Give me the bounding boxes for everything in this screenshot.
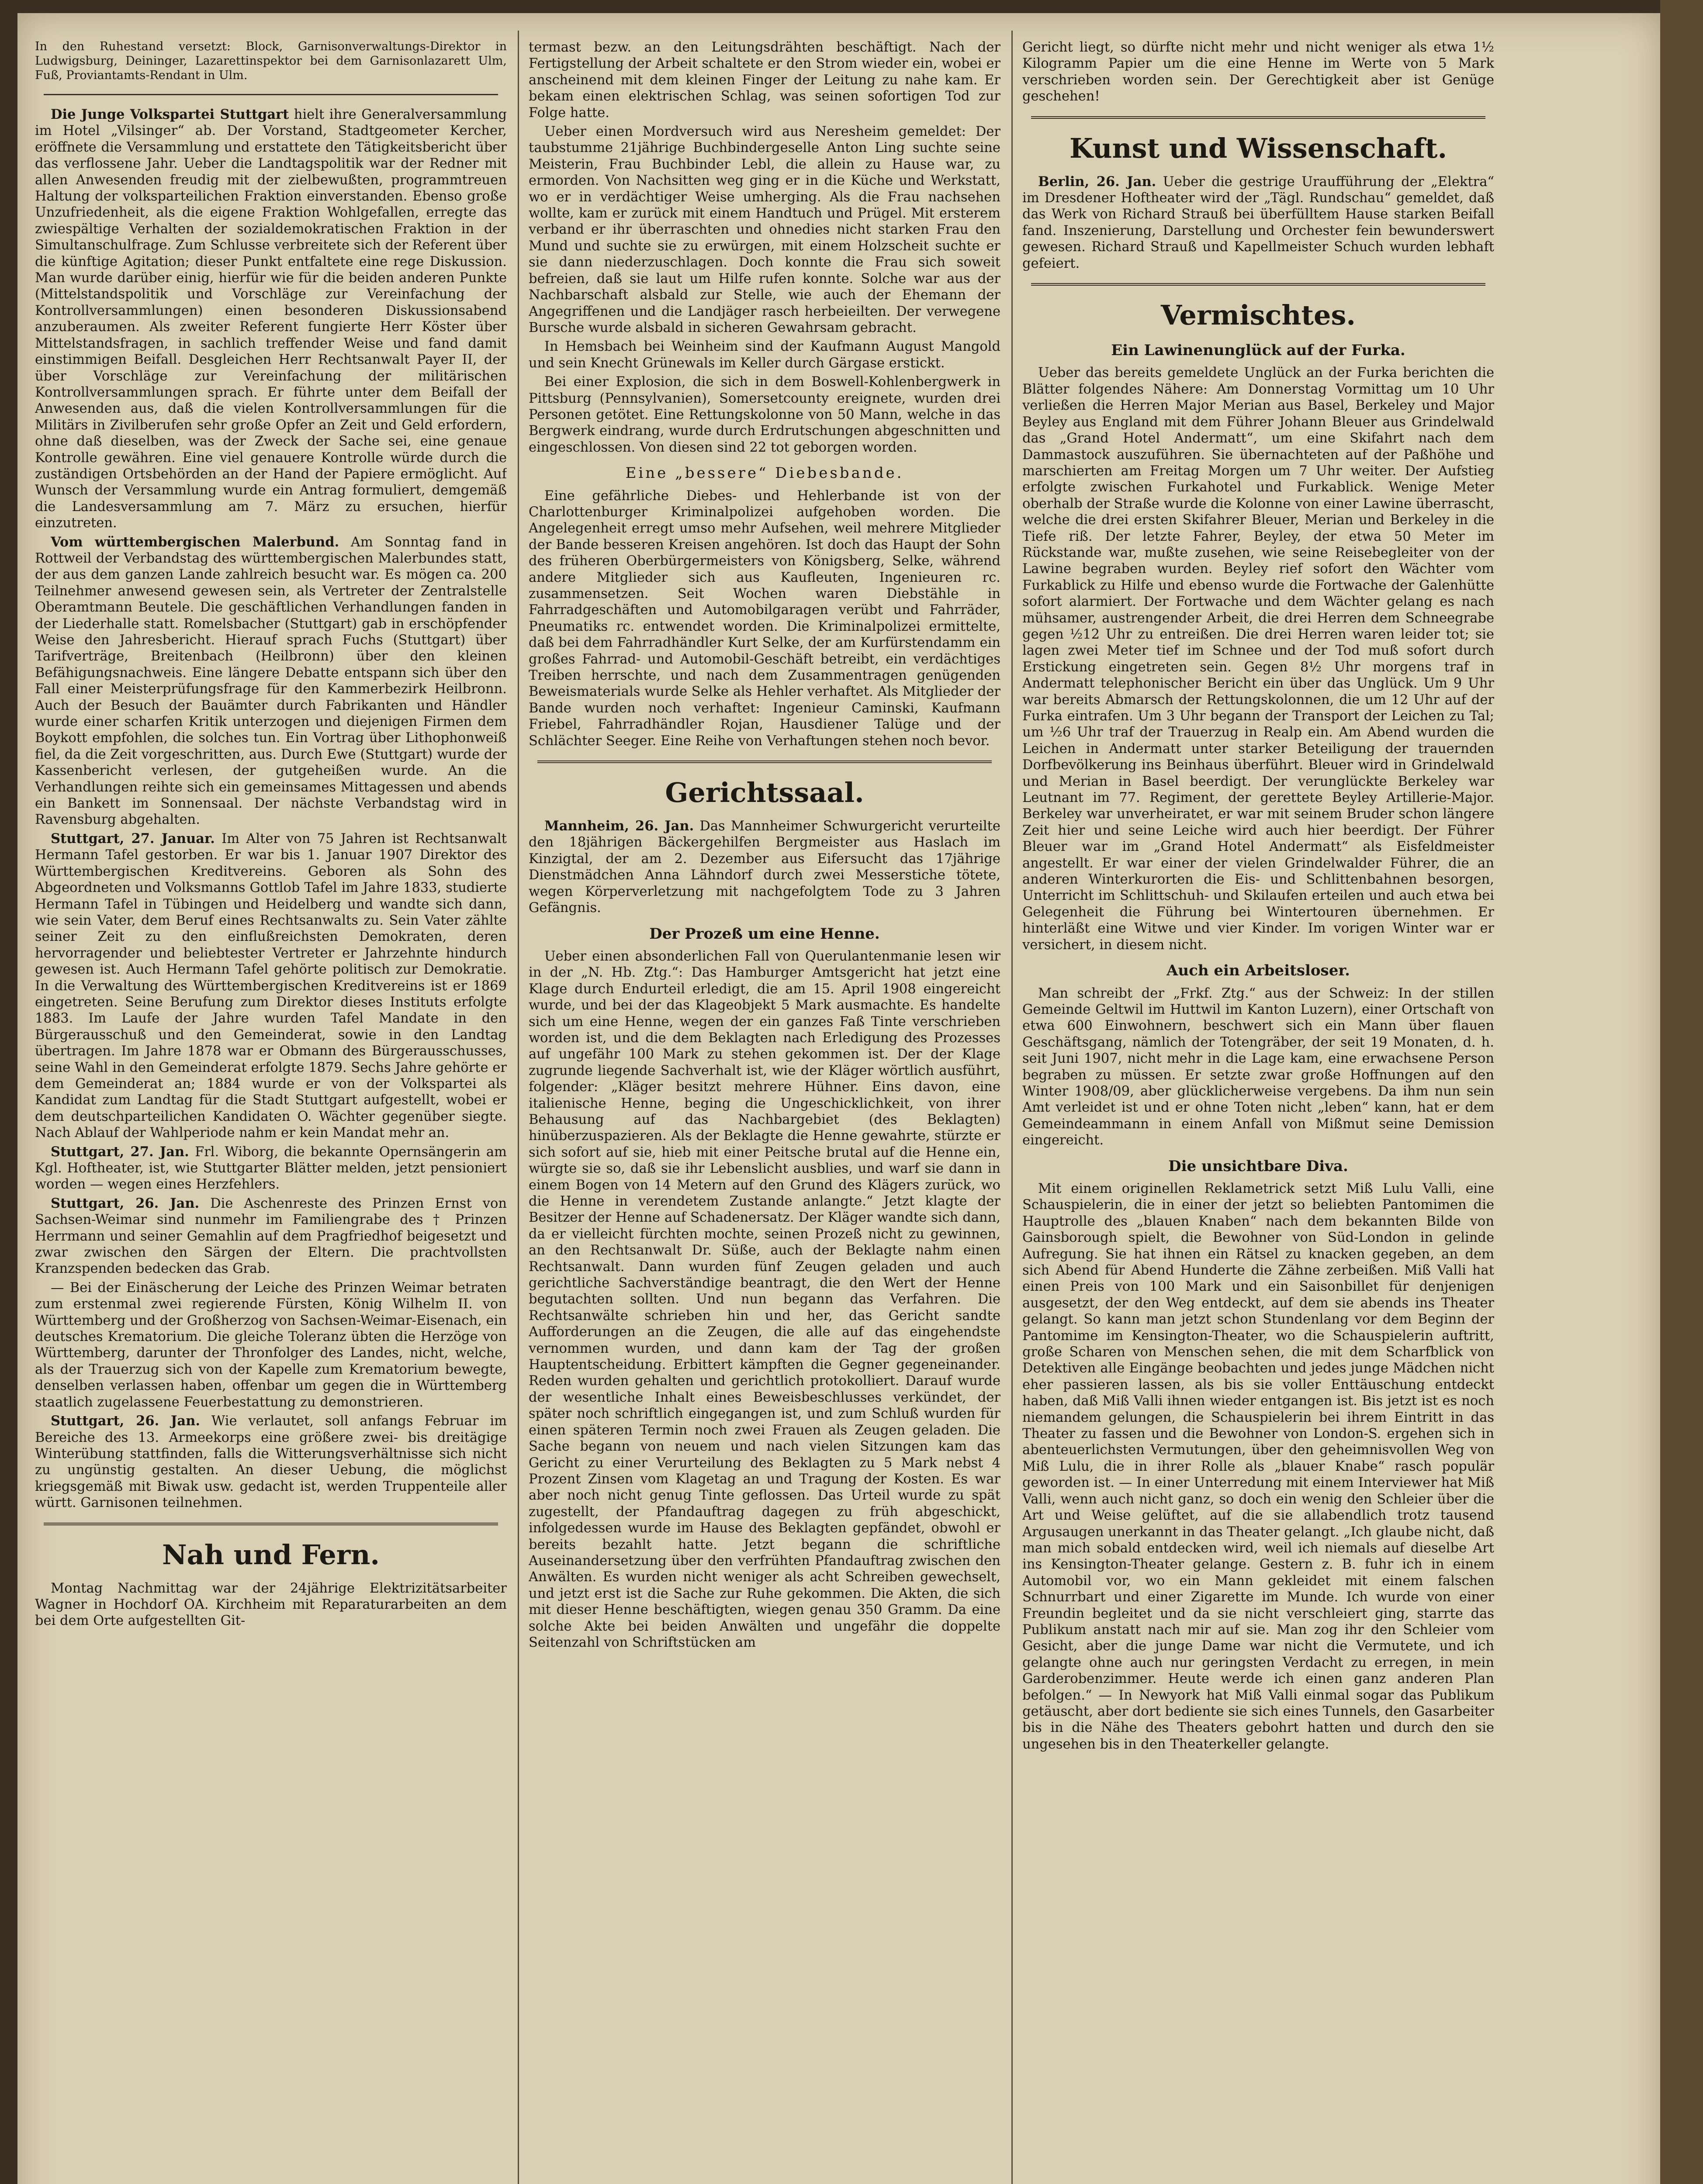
article-heading-diebesbande: Eine „bessere“ Diebesbande. <box>625 464 904 482</box>
article-armeekorps <box>35 1413 507 1511</box>
article-body: Die Aschenreste des Prinzen Ernst von Sachsen-Weimar sind nunmehr im Familiengrabe des † Prinzen Herrmann und seiner Gemahlin auf dem Pragfriedhof beigesetzt und zwar zwischen den Särgen der Eltern. Die prachtvollsten Kranzspenden bedecken das Grab. <box>35 1196 507 1277</box>
article-lead: Stuttgart, 27. Jan. <box>51 1144 189 1160</box>
article-malerbund <box>35 534 507 828</box>
article-lead: Mannheim, 26. Jan. <box>544 818 694 834</box>
newspaper-page <box>17 13 1660 2184</box>
section-heading-nah-und-fern: Nah und Fern. <box>162 1538 380 1571</box>
divider <box>1031 116 1485 119</box>
article-mordversuch: Ueber einen Mordversuch wird aus Neresheim gemeldet: Der taubstumme 21jährige Buchbindergeselle Anton Ling suchte seine Meisterin, Frau Buchbinder Lebl, die allein zu Hause war, zu ermorden. Von Nachsitten weg ging er in die Küche und Werkstatt, wo er in verdächtiger Weise umherging. Als die Frau nachsehen wollte, kam er zurück mit einem Handtuch und Prügel. Mit ersterem verband er ihr überraschten und ohnedies nicht starken Frau den Mund und suchte sie zu erwürgen, mit einem Holzscheit suchte er sie dann niederzuschlagen. Doch konnte die Frau sich soweit befreien, daß sie laut um Hilfe rufen konnte. Solche war aus der Nachbarschaft alsbald zur Stelle, wie auch der Ehemann der Angegriffenen und die Landjäger rasch herbeieilten. Der verwegene Bursche wurde alsbald in sicheren Gewahrsam gebracht. <box>529 124 1000 335</box>
article-elektra <box>1022 174 1494 272</box>
article-lead: Vom württembergischen Malerbund. <box>51 534 339 550</box>
article-body: Im Alter von 75 Jahren ist Rechtsanwalt Hermann Tafel gestorben. Er war bis 1. Januar 1907 Direktor des Württembergischen Kreditvereins. Geboren als Sohn des Abgeordneten und Volksmanns Gottlob Tafel im Jahre 1833, studierte Hermann Tafel in Tübingen und Heidelberg und wandte sich dann, wie sein Vater, dem Beruf eines Rechtsanwalts zu. Sein Vater zählte seiner Zeit zu den einflußreichsten Demokraten, deren hervorragender und beliebtester Vertreter er Jahrzehnte hindurch gewesen ist. Auch Hermann Tafel gehörte politisch zur Demokratie. In die Verwaltung des Württembergischen Kreditvereins ist er 1869 eingetreten. Seine Berufung zum Direktor dieses Instituts erfolgte 1883. Im Laufe der Jahre wurden Tafel Mandate in den Bürgerausschuß und den Gemeinderat, sowie in den Landtag übertragen. Im Jahre 1878 war er Obmann des Bürgerausschusses, seine Wahl in den Gemeinderat erfolgte 1879. Sechs Jahre gehörte er dem Gemeinderat an; 1884 wurde er von der Volkspartei als Kandidat zum Landtag für die Stadt Stuttgart aufgestellt, wobei er dem deutschparteilichen Kandidaten O. Wächter gegenüber siegte. Nach Ablauf der Wahlperiode nahm er kein Mandat mehr an. <box>35 831 507 1141</box>
article-arbeitsloser: Man schreibt der „Frkf. Ztg.“ aus der Schweiz: In der stillen Gemeinde Geltwil im Huttwil im Kanton Luzern), einer Ortschaft von etwa 600 Einwohnern, beschwert sich ein Mann über flauen Geschäftsgang, nämlich der Totengräber, der seit 19 Monaten, d. h. seit Juni 1907, nicht mehr in die Lage kam, eine erwachsene Person begraben zu müssen. Er setzte zwar große Hoffnungen auf den Winter 1908/09, aber glücklicherweise vergebens. Da ihm nun sein Amt verleidet ist und er ohne Toten nicht „leben“ kann, hat er dem Gemeindeammann in einem Anfall von Mißmut seine Demission eingereicht. <box>1022 985 1494 1148</box>
section-heading-gerichtssaal: Gerichtssaal. <box>665 777 864 809</box>
article-body: Frl. Wiborg, die bekannte Opernsängerin am Kgl. Hoftheater, ist, wie Stuttgarter Blätter melden, jetzt pensioniert worden — wegen eines Herzfehlers. <box>35 1144 507 1192</box>
article-lead: Die Junge Volkspartei Stuttgart <box>51 107 289 122</box>
article-heading-furka: Ein Lawinenunglück auf der Furka. <box>1111 342 1405 359</box>
divider <box>537 760 992 763</box>
retirement-notice: In den Ruhestand versetzt: Block, Garnisonverwaltungs-Direktor in Ludwigsburg, Deininger, Lazarettinspektor bei dem Garnisonlazarett Ulm, Fuß, Proviantamts-Rendant in Ulm. <box>35 40 507 82</box>
article-diebesbande: Eine gefährliche Diebes- und Hehlerbande ist von der Charlottenburger Kriminalpolizei aufgehoben worden. Die Angelegenheit erregt umso mehr Aufsehen, weil mehrere Mitglieder der Bande besseren Kreisen angehören. Ist doch das Haupt der Sohn des früheren Oberbürgermeisters von Königsberg, Selke, während andere Mitglieder sich aus Kaufleuten, Ingenieuren rc. zusammensetzen. Seit Wochen waren Diebstähle in Fahrradgeschäften und Automobilgaragen verübt und Fahrräder, Pneumatiks rc. entwendet worden. Die Kriminalpolizei ermittelte, daß bei dem Fahrradhändler Kurt Selke, der am Kurfürstendamm ein großes Fahrrad- und Automobil-Geschäft betreibt, ein verdächtiges Treiben herrschte, und nach dem Zusammentragen genügenden Beweismaterials wurde Selke als Hehler verhaftet. Als Mitglieder der Bande wurden noch verhaftet: Ingenieur Caminski, Kaufmann Friebel, Fahrradhändler Rojan, Hausdiener Talüge und der Schlächter Seeger. Eine Reihe von Verhaftungen stehen noch bevor. <box>529 488 1000 749</box>
article-lead: Stuttgart, 27. Januar. <box>51 830 215 847</box>
article-wiborg <box>35 1144 507 1193</box>
article-hemsbach: In Hemsbach bei Weinheim sind der Kaufmann August Mangold und sein Knecht Grünewals im Keller durch Gärgase erstickt. <box>529 339 1000 371</box>
article-lead: Stuttgart, 26. Jan. <box>51 1413 200 1429</box>
article-body: Ueber die gestrige Uraufführung der „Elektra“ im Dresdener Hoftheater wird der „Tägl. Rundschau“ gemeldet, daß das Werk von Richard Strauß bei überfülltem Hause starken Beifall fand. Inszenierung, Darstellung und Orchester fein bewunderswert gewesen. Richard Strauß und Kapellmeister Schuch wurden lebhaft gefeiert. <box>1022 174 1494 271</box>
article-tafel <box>35 831 507 1141</box>
section-heading-kunst: Kunst und Wissenschaft. <box>1069 132 1447 164</box>
column-1 <box>35 39 507 2184</box>
divider <box>1031 283 1485 286</box>
article-furka: Ueber das bereits gemeldete Unglück an der Furka berichten die Blätter folgendes Nähere: Am Donnerstag Vormittag um 10 Uhr verließen die Herren Major Merian aus Basel, Berkeley und Major Beyley aus England mit dem Führer Johann Bleuer aus Grindelwald das „Grand Hotel Andermatt“, um eine Skifahrt nach dem Dammastock auszuführen. Sie übernachteten auf der Paßhöhe und marschierten am Freitag Morgen um 7 Uhr weiter. Der Aufstieg erfolgte zwischen Furkahotel und Furkablick. Wenige Meter oberhalb der Straße wurde die Kolonne von einer Lawine überrascht, welche die drei ersten Skifahrer Bleuer, Merian und Berkeley in die Tiefe riß. Der letzte Fahrer, Beyley, der etwa 50 Meter im Rückstande war, mußte zusehen, wie seine Reisebegleiter von der Lawine begraben wurden. Beyley rief sofort den Wächter vom Furkablick zu Hilfe und ebenso wurde die Fortwache der Galenhütte sofort alarmiert. Der Fortwache und dem Wächter gelang es nach mühsamer, austrengender Arbeit, die drei Herren dem Schneegrabe gegen ½12 Uhr zu entreißen. Die drei Herren waren leider tot; sie lagen zwei Meter tief im Schnee und der Tod muß sofort durch Erstickung eingetreten sein. Gegen 8½ Uhr morgens traf in Andermatt telephonischer Bericht ein über das Unglück. Um 9 Uhr war bereits Abmarsch der Rettungskolonnen, die um 12 Uhr auf der Furka eintrafen. Um 3 Uhr begann der Transport der Leichen zu Tal; um ½6 Uhr traf der Trauerzug in Realp ein. Am Abend wurden die Leichen in Andermatt unter starker Beteiligung der trauernden Dorfbevölkerung ins Beinhaus überführt. Bleuer wird in Grindelwald und Merian in Basel beerdigt. Der verunglückte Berkeley war Leutnant im 77. Regiment, der gerettete Beyley Artillerie-Major. Berkeley war unverheiratet, er war mit seinem Bruder schon längere Zeit hier und seine Leiche wird auch hier beerdigt. Der Führer Bleuer war im „Grand Hotel Andermatt“ als Eisfeldmeister angestellt. Er war einer der vielen Grindelwalder Führer, die an anderen Winterkurorten die Eis- und Schlittenbahnen besorgen, Unterricht im Schlittschuh- und Skilaufen erteilen und auch etwa bei Gelegenheit die Führung bei Wintertouren übernehmen. Er hinterläßt eine Witwe und vier Kinder. Im vorigen Winter war er versichert, in diesem nicht. <box>1022 365 1494 953</box>
article-henne: Ueber einen absonderlichen Fall von Querulantenmanie lesen wir in der „N. Hb. Ztg.“: Das Hamburger Amtsgericht hat jetzt eine Klage durch Endurteil erledigt, die am 15. April 1908 eingereicht wurde, und bei der das Klageobjekt 5 Mark ausmachte. Es handelte sich um eine Henne, wegen der ein ganzes Faß Tinte verschrieben worden ist, und die dem Beklagten nach Erledigung des Prozesses auf ungefähr 100 Mark zu stehen gekommen ist. Der der Klage zugrunde liegende Sachverhalt ist, wie der Kläger wörtlich ausführt, folgender: „Kläger besitzt mehrere Hühner. Eins davon, eine italienische Henne, beging die Ungeschicklichkeit, von ihrer Behausung auf das Nachbargebiet (des Beklagten) hinüberzuspazieren. Als der Beklagte die Henne gewahrte, stürzte er sich sofort auf sie, hieb mit einer Peitsche brutal auf die Henne ein, würgte sie so, daß sie ihr Lebenslicht ausblies, und warf sie dann in einem Bogen von 14 Metern auf den Grund des Klägers zurück, wo die Henne in verendetem Zustande anlangte.“ Jetzt klagte der Besitzer der Henne auf Schadenersatz. Der Kläger wandte sich dann, da er vielleicht fürchten mochte, seinen Prozeß nicht zu gewinnen, an den Rechtsanwalt Dr. Süße, auch der Beklagte nahm einen Rechtsanwalt. Dann wurden fünf Zeugen geladen und auch gerichtliche Sachverständige beantragt, die den Wert der Henne begutachten sollten. Und nun begann das Verfahren. Die Rechtsanwälte schrieben hin und her, das Gericht sandte Aufforderungen an die Zeugen, die alle auf das eingehendste vernommen wurden, und dann kam der Tag der großen Hauptentscheidung. Erbittert kämpften die Gegner gegeneinander. Reden wurden gehalten und gerichtlich protokolliert. Darauf wurde der wesentliche Inhalt eines Beweisbeschlusses verkündet, der später noch schriftlich eingegangen ist, und zum Schluß wurden für einen späteren Termin noch zwei Frauen als Zeugen geladen. Die Sache begann von neuem und nach vielen Sitzungen kam das Gericht zu einer Verurteilung des Beklagten zu 5 Mark nebst 4 Prozent Zinsen vom Klagetag an und Tragung der Kosten. Es war aber noch nicht genug Tinte geflossen. Das Urteil wurde zu spät zugestellt, der Pfandauftrag dagegen zu früh abgeschickt, infolgedessen wurde im Hause des Beklagten gepfändet, obwohl er bereits bezahlt hatte. Jetzt begann die schriftliche Auseinandersetzung über den verfrühten Pfandauftrag zwischen den Anwälten. Es wurden nicht weniger als acht Schreiben gewechselt, und jetzt erst ist die Sache zur Ruhe gekommen. Die Akten, die sich mit dieser Henne beschäftigten, wiegen genau 350 Gramm. Da eine solche Akte bei beiden Anwälten und ungefähr die doppelte Seitenzahl von Schriftstücken am <box>529 948 1000 1650</box>
divider <box>44 94 498 95</box>
article-explosion: Bei einer Explosion, die sich in dem Boswell-Kohlenbergwerk in Pittsburg (Pennsylvanien), Somersetcounty ereignete, wurden drei Personen getötet. Eine Rettungskolonne von 50 Mann, welche in das Bergwerk eindrang, wurde durch Erdrutschungen abgeschnitten und eingeschlossen. Von diesen sind 22 tot geborgen worden. <box>529 374 1000 455</box>
article-lead: Stuttgart, 26. Jan. <box>51 1195 200 1211</box>
divider <box>44 1523 498 1525</box>
binding-edge <box>1660 0 1703 2184</box>
article-wagner-cont: termast bezw. an den Leitungsdrähten beschäftigt. Nach der Fertigstellung der Arbeit schaltete er den Strom wieder ein, wobei er anscheinend mit dem kleinen Finger der Leitung zu nahe kam. Er bekam einen elektrischen Schlag, was seinen sofortigen Tod zur Folge hatte. <box>529 40 1000 121</box>
article-mannheim <box>529 818 1000 916</box>
article-weimar-cont: — Bei der Einäscherung der Leiche des Prinzen Weimar betraten zum erstenmal zwei regierende Fürsten, König Wilhelm II. von Württemberg und der Großherzog von Sachsen-Weimar-Eisenach, ein deutsches Krematorium. Die gleiche Toleranz übten die Herzöge von Württemberg, darunter der Thronfolger des Landes, nicht, welche, als der Trauerzug sich von der Kapelle zum Krematorium bewegte, denselben verlassen haben, offenbar um gegen die in Württemberg staatlich zugelassene Feuerbestattung zu demonstrieren. <box>35 1280 507 1410</box>
article-heading-diva: Die unsichtbare Diva. <box>1168 1157 1348 1175</box>
article-volkspartei <box>35 107 507 532</box>
column-divider <box>1011 31 1013 2184</box>
article-body: Am Sonntag fand in Rottweil der Verbandstag des württembergischen Malerbundes statt, der aus dem ganzen Lande zahlreich besucht war. Es mögen ca. 200 Teilnehmer anwesend gewesen sein, als Vertreter der Zentralstelle Oberamtmann Beutele. Die geschäftlichen Verhandlungen fanden in der Liederhalle statt. Romelsbacher (Stuttgart) gab in erschöpfender Weise den Jahresbericht. Hierauf sprach Fuchs (Stuttgart) über Tarifverträge, Breitenbach (Heilbronn) über den kleinen Befähigungsnachweis. Eine längere Debatte entspann sich über den Fall einer Meisterprüfungsfrage für den Kammerbezirk Heilbronn. Auch der Besuch der Bauämter durch Fabrikanten und Händler wurde einer scharfen Kritik unterzogen und diejenigen Firmen dem Boykott empfohlen, die solches tun. Ein Vortrag über Lithophonweiß fiel, da die Zeit vorgeschritten, aus. Durch Ewe (Stuttgart) wurde der Kassenbericht verlesen, der gutgeheißen wurde. An die Verhandlungen reihte sich ein gemeinsames Mittagessen und abends ein Bankett im Sonnensaal. Der nächste Verbandstag wird in Ravensburg abgehalten. <box>35 534 507 828</box>
column-divider <box>518 31 519 2184</box>
section-heading-vermischtes: Vermischtes. <box>1161 299 1356 332</box>
article-henne-cont: Gericht liegt, so dürfte nicht mehr und nicht weniger als etwa 1½ Kilogramm Papier um die eine Henne im Werte von 5 Mark verschrieben worden sein. Der Gerechtigkeit aber ist Genüge geschehen! <box>1022 40 1494 104</box>
article-wagner: Montag Nachmittag war der 24jährige Elektrizitätsarbeiter Wagner in Hochdorf OA. Kirchheim mit Reparaturarbeiten an dem bei dem Orte aufgestellten Git- <box>35 1580 507 1629</box>
article-body: Das Mannheimer Schwurgericht verurteilte den 18jährigen Bäckergehilfen Bergmeister aus Haslach im Kinzigtal, der am 2. Dezember aus Eifersucht das 17jährige Dienstmädchen Anna Lähndorf durch zwei Messerstiche tötete, wegen Körperverletzung mit nachgefolgtem Tode zu 3 Jahren Gefängnis. <box>529 819 1000 916</box>
article-weimar <box>35 1196 507 1277</box>
article-lead: Berlin, 26. Jan. <box>1038 173 1156 190</box>
article-body: Wie verlautet, soll anfangs Februar im Bereiche des 13. Armeekorps eine größere zwei- bis dreitägige Winterübung stattfinden, falls die Witterungsverhältnisse sich nicht zu ungünstig gestalten. An dieser Uebung, die möglichst kriegsgemäß mit Biwak usw. gedacht ist, werden Truppenteile aller württ. Garnisonen teilnehmen. <box>35 1413 507 1511</box>
article-diva: Mit einem originellen Reklametrick setzt Miß Lulu Valli, eine Schauspielerin, die in einer der jetzt so beliebten Pantomimen die Hauptrolle des „blauen Knaben“ nach dem bekannten Bilde von Gainsborough spielt, die Bewohner von Süd-London in gelinde Aufregung. Sie hat ihnen ein Rätsel zu knacken gegeben, an dem sich Abend für Abend Hunderte die Zähne zerbeißen. Miß Valli hat einen Preis von 100 Mark und ein Saisonbillet für denjenigen ausgesetzt, der den Weg entdeckt, auf dem sie abends ins Theater gelangt. So kann man jetzt schon Stundenlang vor dem Beginn der Pantomime im Kensington-Theater, wo die Schauspielerin auftritt, große Scharen von Menschen sehen, die mit dem Scharfblick von Detektiven alle Eingänge beobachten und jedes junge Mädchen nicht eher passieren lassen, als bis sie voller Enttäuschung entdeckt haben, daß Miß Valli ihnen wieder entgangen ist. Bis jetzt ist es noch niemandem gelungen, die Schauspielerin bei ihrem Eintritt in das Theater zu fassen und die Bewohner von London-S. ergehen sich in abenteuerlichsten Vermutungen, über den geheimnisvollen Weg von Miß Lulu, die in ihrer Rolle als „blauer Knabe“ rasch populär geworden ist. — In einer Unterredung mit einem Interviewer hat Miß Valli, wenn auch nicht ganz, so doch ein wenig den Schleier über die Art und Weise gelüftet, auf die sie allabendlich trotz tausend Argusaugen unerkannt in das Theater gelangt. „Ich glaube nicht, daß man mich sobald entdecken wird, weil ich niemals auf dieselbe Art ins Kensington-Theater gelange. Gestern z. B. fuhr ich in einem Automobil vor, wo ein Mann gekleidet mit einem falschen Schnurrbart und einer Zigarette im Munde. Ich wurde von einer Freundin begleitet und da sie nicht verschleiert ging, starrte das Publikum anstatt nach mir auf sie. Man zog ihr den Schleier vom Gesicht, aber die junge Dame war nicht die Vermutete, und ich gelangte ohne auch nur geringsten Verdacht zu erregen, in mein Garderobenzimmer. Heute werde ich einen ganz anderen Plan befolgen.“ — In Newyork hat Miß Valli einmal sogar das Publikum getäuscht, aber dort bediente sie sich eines Tunnels, den Gasarbeiter bis in die Nähe des Theaters gebohrt hatten und durch den sie ungesehen bis in den Theaterkeller gelangte. <box>1022 1181 1494 1752</box>
article-heading-arbeitsloser: Auch ein Arbeitsloser. <box>1166 962 1350 980</box>
article-heading-henne: Der Prozeß um eine Henne. <box>649 925 880 943</box>
article-body: hielt ihre Generalversammlung im Hotel „Vilsinger“ ab. Der Vorstand, Stadtgeometer Kercher, eröffnete die Versammlung und erstattete den Tätigkeitsbericht über das verflossene Jahr. Ueber die Landtagspolitik war der Redner mit allen Anwesenden freudig mit der zielbewußten, programmtreuen Haltung der volksparteilichen Fraktion einverstanden. Ebenso große Unzufriedenheit, als die eigene Fraktion Wohlgefallen, erregte das zwiespältige Verhalten der sozialdemokratischen Fraktion in der Simultanschulfrage. Zum Schlusse verbreitete sich der Referent über die künftige Agitation; dieser Punkt entfaltete eine rege Diskussion. Man wurde darüber einig, hierfür wie für die beiden anderen Punkte (Mittelstandspolitik und Vorschläge zur Vereinfachung der Kontrollversammlungen) einen besonderen Diskussionsabend anzuberaumen. Als zweiter Referent fungierte Herr Köster über Mittelstandsfragen, in sachlich treffender Weise und fand damit einstimmigen Beifall. Desgleichen Herr Rechtsanwalt Payer II, der über Vorschläge zur Vereinfachung der militärischen Kontrollversammlungen sprach. Er führte unter dem Beifall der Anwesenden aus, daß die vielen Kontrollversammlungen für die Militärs in Zivilberufen sehr große Opfer an Zeit und Geld erfordern, ohne daß dieselben, was der Zweck der Sache sei, eine genaue Kontrolle gewähren. Eine viel genauere Kontrolle würde durch die zuständigen Ortsbehörden an der Hand der Papiere ermöglicht. Auf Wunsch der Versammlung wurde ein Antrag formuliert, demgemäß die Landesversammlung am 7. März zu ersuchen, hierfür einzutreten. <box>35 107 507 531</box>
column-2 <box>529 39 1000 2184</box>
column-3 <box>1022 39 1494 2184</box>
